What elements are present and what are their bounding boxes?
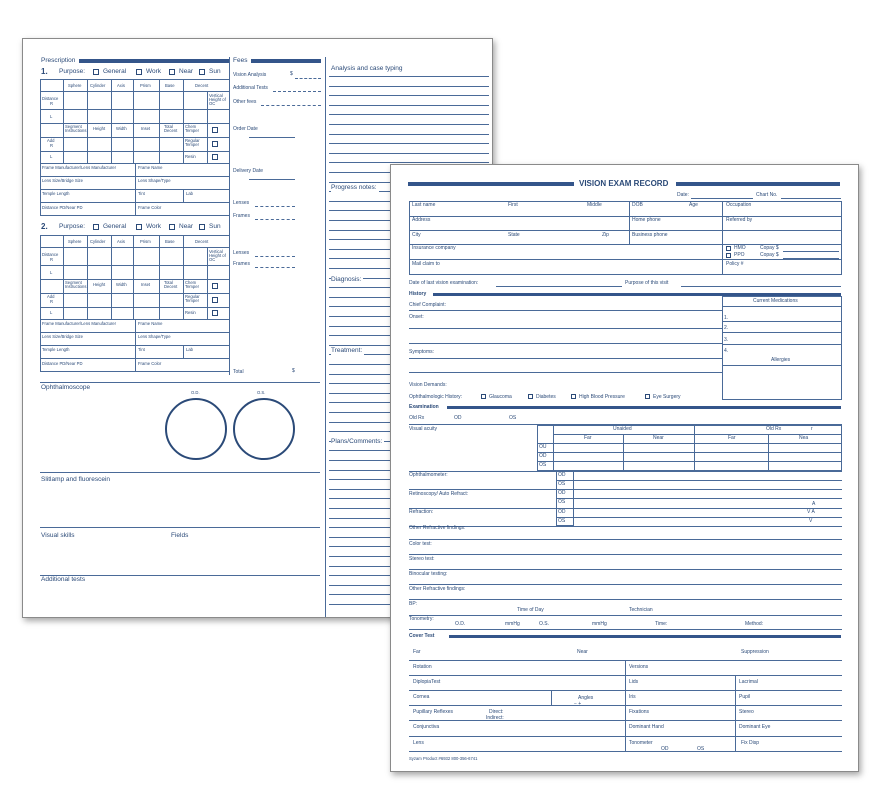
refraction-v-mark: V — [809, 518, 813, 524]
rx2-lens-size: Lens Size/Bridge Size — [42, 334, 83, 339]
cover-test-bar — [449, 635, 841, 638]
refraction-va-mark: V A — [807, 509, 815, 515]
time-of-day-label: Time of Day — [517, 607, 544, 613]
prescription-heading: Prescription — [41, 57, 76, 64]
tonometry-od: O.D. — [455, 621, 466, 627]
va-od: OD — [539, 453, 547, 459]
old-rx-header: Old Rx — [766, 426, 782, 432]
rx1-general-checkbox[interactable] — [93, 69, 99, 75]
rx2-work-label: Work — [146, 223, 162, 230]
pupillary-reflexes-label: Pupillary Reflexes — [413, 709, 454, 715]
ppo-checkbox[interactable] — [726, 253, 731, 258]
rx2-resin: Resin — [185, 310, 196, 315]
rx1-width: Width — [116, 126, 127, 131]
rx1-col-cylinder: Cylinder — [90, 83, 106, 88]
rx2-add-label: Add — [47, 294, 55, 299]
mail-claim-label: Mail claim to — [412, 261, 440, 267]
ophth-od: OD — [558, 472, 566, 478]
notes-rule-line — [329, 86, 489, 87]
rotation-label: Rotation — [413, 664, 432, 670]
chart-no-label: Chart No. — [756, 192, 778, 198]
rx2-sun-label: Sun — [209, 223, 221, 230]
rx2-total-decent: Total Decent — [164, 280, 178, 290]
va-ou: OU — [539, 444, 547, 450]
rx2-width: Width — [116, 282, 127, 287]
rx2-distance-l: L — [50, 270, 53, 275]
tonometry-os: O.S. — [539, 621, 550, 627]
rx1-tint: Tint — [138, 191, 145, 196]
cover-grid-col-line — [551, 690, 552, 705]
middle-name-label: Middle — [587, 202, 602, 208]
cornea-label: Cornea — [413, 694, 430, 700]
fee-other: Other fees — [233, 99, 257, 105]
rx1-chem-temper: Chem Temper — [185, 124, 199, 134]
old-rx-label: Old Rx — [409, 415, 425, 421]
allergies-label: Allergies — [771, 357, 791, 363]
fees-heading: Fees — [233, 57, 248, 64]
rx1-inset: Inset — [141, 126, 151, 131]
notes-rule-line — [329, 95, 489, 96]
chief-complaint-label: Chief Complaint: — [409, 302, 446, 308]
rx2-frame-color: Frame Color — [138, 361, 162, 366]
rx1-frame-manufacturer: Frame Manufacturer/Lens Manufacturer — [42, 165, 117, 170]
rx1-add-label: Add — [47, 138, 55, 143]
rx2-general-label: General — [103, 223, 127, 230]
medication-2: 2. — [724, 325, 729, 331]
rx1-col-sphere: Sphere — [68, 83, 82, 88]
diabetes-checkbox[interactable] — [528, 394, 533, 399]
rx1-col-axis: Axis — [117, 83, 125, 88]
rx1-near-label: Near — [179, 68, 194, 75]
od-eye-circle — [165, 398, 227, 460]
versions-label: Versions — [629, 664, 649, 670]
rx1-distance-r: R — [50, 101, 54, 106]
eye-surgery-checkbox[interactable] — [645, 394, 650, 399]
age-label: Age — [689, 202, 698, 208]
rx1-resin-checkbox[interactable] — [212, 154, 218, 160]
technician-label: Technician — [629, 607, 653, 613]
rx1-lab: Lab — [186, 191, 193, 196]
ppo-copay-label: Copay $ — [760, 252, 779, 258]
binocular-testing-label: Binocular testing: — [409, 571, 448, 577]
glaucoma-checkbox[interactable] — [481, 394, 486, 399]
indirect-label: Indirect: — [486, 715, 504, 721]
examination-heading: Examination — [409, 404, 439, 410]
purpose-visit-label: Purpose of this visit — [625, 280, 669, 286]
rx1-distance-pd: Distance PD/Near PD — [42, 205, 83, 210]
history-heading: History — [409, 291, 427, 297]
rx2-col-base: Base — [165, 239, 175, 244]
medications-box — [722, 296, 842, 400]
frames-label-1: Frames — [233, 213, 250, 219]
fix-disp-label: Fix Disp — [741, 740, 760, 746]
rx1-distance-l: L — [50, 114, 53, 119]
fees-bar — [251, 59, 321, 63]
examination-bar — [447, 406, 841, 409]
cover-test-grid — [409, 660, 842, 752]
additional-tests-label: Additional tests — [41, 576, 86, 583]
ppo-label: PPO — [734, 252, 745, 258]
notes-rule-line — [329, 143, 489, 144]
form-title: VISION EXAM RECORD — [579, 179, 669, 188]
cover-test-far: Far — [413, 649, 421, 655]
cover-test-near: Near — [577, 649, 588, 655]
tonometry-method: Method: — [745, 621, 764, 627]
rx1-number: 1. — [41, 67, 48, 76]
cover-test-heading: Cover Test — [409, 633, 435, 639]
date-label: Date: — [677, 192, 689, 198]
policy-label: Policy # — [726, 261, 744, 267]
patient-info-grid — [409, 201, 842, 275]
tonometer-od: OD — [661, 746, 669, 752]
rx1-height: Height — [93, 126, 106, 131]
rx1-regular-temper-checkbox[interactable] — [212, 141, 218, 147]
retinoscopy-label: Retinoscopy/ Auto Refract: — [409, 491, 469, 497]
refraction-os: OS — [558, 518, 566, 524]
ophthalmometer-label: Ophthalmometer: — [409, 472, 448, 478]
rx1-general-label: General — [103, 68, 127, 75]
rx2-inset: Inset — [141, 282, 151, 287]
total-label: Total — [233, 369, 244, 375]
pupil-label: Pupil — [739, 694, 751, 700]
ophthalmoscope-label: Ophthalmoscope — [41, 384, 91, 391]
old-rx-os: OS — [509, 415, 517, 421]
title-bar-left — [408, 182, 574, 186]
rx2-col-prism: Prism — [140, 239, 151, 244]
rx1-work-label: Work — [146, 68, 162, 75]
rx2-col-cylinder: Cylinder — [90, 239, 106, 244]
fee-dollar-1: $ — [290, 71, 293, 77]
rx1-resin: Resin — [185, 154, 196, 159]
oldrx-far: Far — [728, 435, 736, 441]
vision-demands-label: Vision Demands: — [409, 382, 447, 388]
visual-acuity-label: Visual acuity — [409, 426, 437, 432]
stereo-test-label: Stereo test: — [409, 556, 435, 562]
notes-rule-line — [329, 153, 489, 154]
rx2-chem-temper-checkbox[interactable] — [212, 283, 218, 289]
rx2-tint: Tint — [138, 347, 145, 352]
last-exam-label: Date of last vision examination: — [409, 280, 479, 286]
tonometry-os-mmhg: mmHg — [592, 621, 607, 627]
bp-label: BP: — [409, 601, 418, 607]
hmo-label: HMO — [734, 245, 746, 251]
rx1-sun-label: Sun — [209, 68, 221, 75]
conjunctiva-label: Conjunctiva — [413, 724, 440, 730]
business-phone-label: Business phone — [632, 232, 668, 238]
rx2-work-checkbox[interactable] — [136, 224, 142, 230]
rx1-col-decent: Decent — [195, 83, 209, 88]
glaucoma-label: Glaucoma — [489, 394, 512, 400]
retino-os: OS — [558, 499, 566, 505]
unaided-header: Unaided — [613, 426, 632, 432]
other-refractive-label: Other Refractive findings: — [409, 525, 466, 531]
tonometry-od-mmhg: mmHg — [505, 621, 520, 627]
insurance-label: Insurance company — [412, 245, 456, 251]
medication-3: 3. — [724, 337, 729, 343]
suppression-label: Suppression — [741, 649, 769, 655]
rx2-vertical-height: Vertical Height of OC — [209, 249, 226, 263]
diabetes-label: Diabetes — [536, 394, 556, 400]
delivery-date-label: Delivery Date — [233, 168, 264, 174]
frames-label-2: Frames — [233, 261, 250, 267]
oldrx-near: Nea — [799, 435, 809, 441]
first-name-label: First — [508, 202, 518, 208]
retino-a-mark: A — [812, 501, 816, 507]
color-test-label: Color test: — [409, 541, 432, 547]
cover-grid-col-line — [735, 675, 736, 751]
ophthalmoscope-od: O.D. — [191, 390, 200, 395]
ophth-os: OS — [558, 481, 566, 487]
rx2-distance-pd: Distance PD/Near PD — [42, 361, 83, 366]
other-refractive-label-2: Other Refractive findings: — [409, 586, 466, 592]
address-label: Address — [412, 217, 431, 223]
fee-vision-analysis: Vision Analysis — [233, 72, 267, 78]
fee-additional-tests: Additional Tests — [233, 85, 268, 91]
fee-dollar-total: $ — [292, 368, 295, 374]
city-label: City — [412, 232, 421, 238]
form-footer: Syzam Product #6932 800-356-6741 — [409, 756, 478, 761]
referred-by-label: Referred by — [726, 217, 753, 223]
rx1-vertical-height: Vertical Height of OC — [209, 93, 226, 107]
rx1-frame-name: Frame Name — [138, 165, 163, 170]
lids-label: Lids — [629, 679, 639, 685]
rx1-col-base: Base — [165, 83, 175, 88]
rx2-temple-length: Temple Length — [42, 347, 70, 352]
cover-grid-row-line — [409, 751, 842, 752]
rx1-lens-size: Lens Size/Bridge Size — [42, 178, 83, 183]
angles-marks: − + — [574, 701, 582, 707]
rx2-sun-checkbox[interactable] — [199, 224, 205, 230]
notes-rule-line — [329, 124, 489, 125]
title-bar-right — [676, 182, 840, 186]
treatment-heading: Treatment: — [331, 347, 363, 354]
rx1-temple-length: Temple Length — [42, 191, 70, 196]
notes-rule-line — [329, 76, 489, 77]
dominant-hand-label: Dominant Hand — [629, 724, 664, 730]
rx2-add-l: L — [50, 310, 53, 315]
rx2-distance-label: Distance — [42, 252, 59, 257]
zip-label: Zip — [602, 232, 609, 238]
slitlamp-label: Slitlamp and fluorescein — [41, 476, 111, 483]
rx1-lens-shape: Lens Shape/Type — [138, 178, 171, 183]
notes-rule-line — [329, 162, 489, 163]
rx2-resin-checkbox[interactable] — [212, 310, 218, 316]
current-medications-label: Current Medications — [753, 298, 798, 304]
fields-label: Fields — [171, 532, 189, 539]
va-os: OS — [539, 462, 547, 468]
diagnosis-heading: Diagnosis: — [331, 276, 362, 283]
vision-exam-record-sheet — [390, 164, 859, 772]
ophthalmoscope-os: O.S. — [257, 390, 266, 395]
tonometer-os: OS — [697, 746, 705, 752]
rx2-lens-shape: Lens Shape/Type — [138, 334, 171, 339]
rx2-add-r: R — [50, 299, 54, 304]
rx1-regular-temper: Regular Temper — [185, 138, 200, 148]
rx2-general-checkbox[interactable] — [93, 224, 99, 230]
unaided-far: Far — [584, 435, 592, 441]
dob-label: DOB — [632, 202, 643, 208]
rx1-total-decent: Total Decent — [164, 124, 178, 134]
rx1-work-checkbox[interactable] — [136, 69, 142, 75]
dominant-eye-label: Dominant Eye — [739, 724, 771, 730]
visual-skills-label: Visual skills — [41, 532, 75, 539]
rx2-height: Height — [93, 282, 106, 287]
angles-label: Angles — [578, 695, 594, 701]
order-date-label: Order Date — [233, 126, 258, 132]
rx2-frame-name: Frame Name — [138, 321, 163, 326]
last-name-label: Last name — [412, 202, 436, 208]
rx2-number: 2. — [41, 222, 48, 231]
rx2-purpose-label: Purpose: — [59, 223, 86, 230]
diplopia-test-label: DiplopiaTest — [413, 679, 441, 685]
ophthalmologic-history-label: Ophthalmologic History: — [409, 394, 463, 400]
visual-acuity-grid — [537, 425, 842, 471]
hbp-checkbox[interactable] — [571, 394, 576, 399]
fixations-label: Fixations — [629, 709, 650, 715]
rx2-near-checkbox[interactable] — [169, 224, 175, 230]
medication-4: 4. — [724, 348, 729, 354]
lacrimal-label: Lacrimal — [739, 679, 758, 685]
rx1-purpose-label: Purpose: — [59, 68, 86, 75]
rx1-distance-label: Distance — [42, 96, 59, 101]
symptoms-label: Symptoms: — [409, 349, 435, 355]
plans-heading: Plans/Comments: — [331, 438, 383, 445]
lens-label: Lens — [413, 740, 424, 746]
tonometry-label: Tonometry: — [409, 616, 434, 622]
rx2-col-decent: Decent — [195, 239, 209, 244]
rx2-col-axis: Axis — [117, 239, 125, 244]
lenses-label-1: Lenses — [233, 200, 250, 206]
rx2-regular-temper: Regular Temper — [185, 294, 200, 304]
tonometer-label: Tonometer — [629, 740, 653, 746]
rx2-frame-manufacturer: Frame Manufacturer/Lens Manufacturer — [42, 321, 117, 326]
analysis-heading: Analysis and case typing — [331, 65, 403, 72]
lenses-label-2: Lenses — [233, 250, 250, 256]
hmo-checkbox[interactable] — [726, 246, 731, 251]
rx2-segment: Segment Instructions — [65, 280, 87, 290]
cover-grid-col-line — [625, 660, 626, 751]
rx1-segment: Segment Instructions — [65, 124, 87, 134]
rx1-add-l: L — [50, 154, 53, 159]
rx2-near-label: Near — [179, 223, 194, 230]
notes-rule-line — [329, 105, 489, 106]
prescription-bar — [79, 59, 229, 63]
retino-od: OD — [558, 490, 566, 496]
onset-label: Onset: — [409, 314, 424, 320]
rx2-distance-r: R — [50, 257, 54, 262]
rx1-chem-temper-checkbox[interactable] — [212, 127, 218, 133]
home-phone-label: Home phone — [632, 217, 661, 223]
r-mark: r — [811, 426, 813, 432]
notes-rule-line — [329, 134, 489, 135]
medication-1: 1. — [724, 315, 729, 321]
rx2-chem-temper: Chem Temper — [185, 280, 199, 290]
old-rx-od: OD — [454, 415, 462, 421]
rx2-regular-temper-checkbox[interactable] — [212, 297, 218, 303]
rx1-frame-color: Frame Color — [138, 205, 162, 210]
progress-notes-heading: Progress notes: — [331, 184, 377, 191]
eye-surgery-label: Eye Surgery — [653, 394, 681, 400]
rx1-col-prism: Prism — [140, 83, 151, 88]
direct-label: Direct: — [489, 709, 504, 715]
hmo-copay-label: Copay $ — [760, 245, 779, 251]
state-label: State — [508, 232, 520, 238]
rx1-add-r: R — [50, 143, 54, 148]
unaided-near: Near — [653, 435, 664, 441]
rx2-lab: Lab — [186, 347, 193, 352]
rx1-sun-checkbox[interactable] — [199, 69, 205, 75]
os-eye-circle — [233, 398, 295, 460]
notes-rule-line — [329, 114, 489, 115]
rx1-near-checkbox[interactable] — [169, 69, 175, 75]
rx2-col-sphere: Sphere — [68, 239, 82, 244]
iris-label: Iris — [629, 694, 636, 700]
stereo-label: Stereo — [739, 709, 754, 715]
refraction-label: Refraction: — [409, 509, 434, 515]
tonometry-time: Time: — [655, 621, 668, 627]
refraction-od: OD — [558, 509, 566, 515]
occupation-label: Occupation — [726, 202, 752, 208]
hbp-label: High Blood Pressure — [579, 394, 625, 400]
